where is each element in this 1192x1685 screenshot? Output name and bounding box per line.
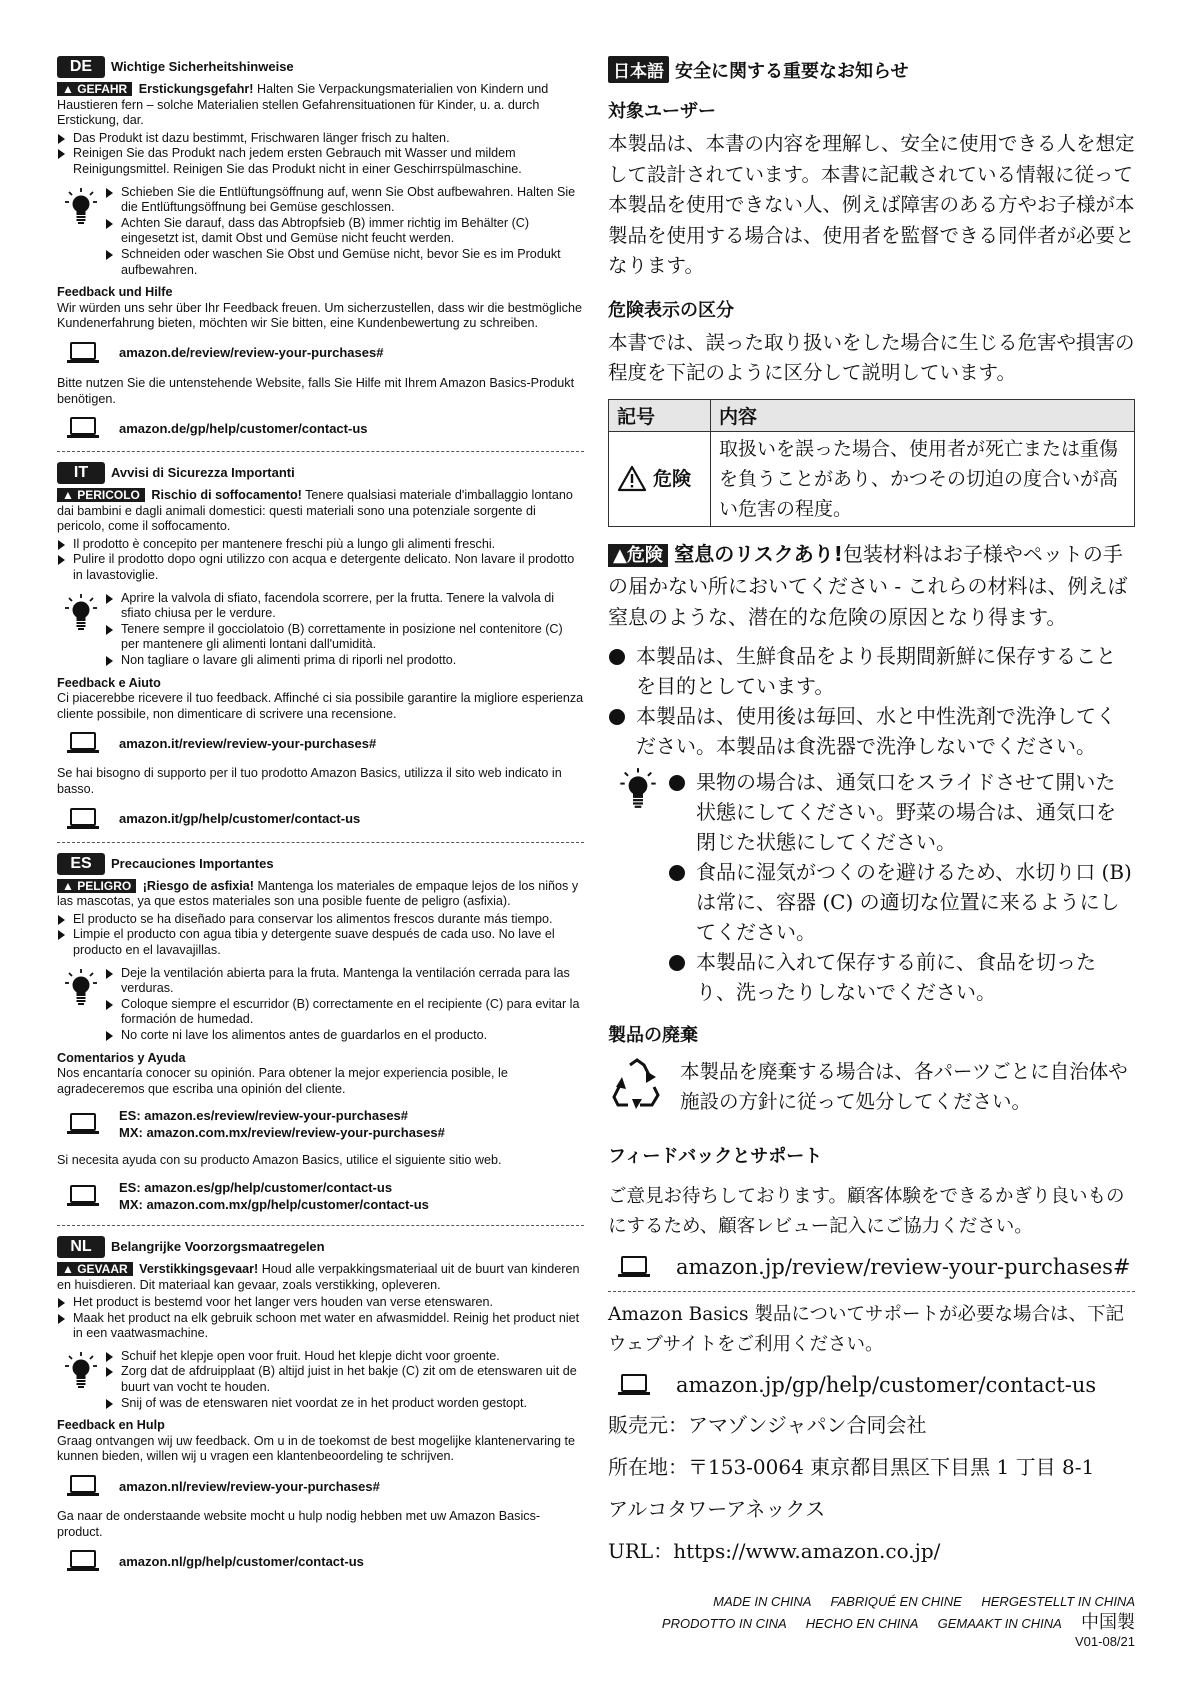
help-link-row [67,1179,584,1213]
language-badge: IT [57,462,105,484]
language-badge: DE [57,56,105,78]
target-user-title: 対象ユーザー [608,101,716,122]
help-text: Bitte nutzen Sie die untenstehende Website, falls Sie Hilfe mit Ihrem Amazon Basics-Produkt benötigen. [57,375,575,406]
list-item: 本製品は、使用後は毎回、水と中性洗剤で洗浄してください。本製品は食洗器で洗浄しないでください。 [608,701,1135,761]
list-item: Das Produkt ist dazu bestimmt, Frischwaren länger frisch zu halten. [57,131,584,147]
website-url[interactable]: URL：https://www.amazon.co.jp/ [608,1538,941,1563]
help-link-mx[interactable]: MX: amazon.com.mx/gp/help/customer/contact-us [119,1196,429,1212]
review-links [119,1107,445,1141]
section-divider [57,842,584,843]
danger-text: Houd alle verpakkingsmateriaal uit de buurt van kinderen en huisdieren. Dit materiaal kan gevaar, zoals verstikking, opleveren. [57,1261,580,1292]
danger-lead: Erstickungsgefahr! [138,82,254,96]
tips-list [668,767,1135,1007]
danger-text: 包装材料はお子様やペットの手の届かない所においてください - これらの材料は、例えば窒息のような、潜在的な危険の原因となり得ます。 [608,541,1128,629]
help-text: Ga naar de onderstaande website mocht u hulp nodig hebben met uw Amazon Basics-product. [57,1509,541,1539]
review-link-row [67,1107,584,1141]
table-header-content: 内容 [711,399,1135,431]
seller-info: 販売元：アマゾンジャパン合同会社 [608,1412,927,1437]
tips-list [105,966,584,1044]
language-badge: ES [57,853,105,875]
table-row [609,431,1135,526]
lightbulb-icon [57,966,105,1044]
help-text: Amazon Basics 製品についてサポートが必要な場合は、下記ウェブサイトをご利用ください。 [608,1303,1125,1355]
danger-badge: ▲危険 [608,544,668,567]
tips-list [105,185,584,279]
language-badge: NL [57,1236,105,1258]
danger-warning [608,539,1135,633]
laptop-icon [67,1550,107,1572]
danger-lead: ¡Riesgo de asfixia! [142,878,254,893]
help-link-row [618,1373,1135,1397]
section-header [57,853,584,875]
danger-text: Mantenga los materiales de empaque lejos de los niños y las mascotas, ya que estos materiales son una posible fuente de peligro (asfixia). [57,878,579,909]
section-header [608,56,1135,83]
laptop-icon [67,808,107,830]
review-link-row [618,1255,1135,1279]
danger-warning [57,1262,584,1293]
table-header-row [609,399,1135,431]
help-text: Se hai bisogno di supporto per il tuo prodotto Amazon Basics, utilizza il sito web indicato in basso. [57,766,562,796]
danger-label: 危険 [653,467,692,490]
bullet-list [57,131,584,178]
tips-block [57,591,584,669]
tips-list [105,591,584,669]
feedback-title: フィードバックとサポート [608,1145,823,1167]
danger-symbol [617,464,702,494]
list-item: Zorg dat de afdruipplaat (B) altijd juist in het bakje (C) zit om de etenswaren uit de buurt van vocht te houden. [105,1364,584,1395]
hazard-class-title: 危険表示の区分 [608,299,734,321]
review-link-es[interactable]: ES: amazon.es/review/review-your-purchases# [119,1108,409,1124]
made-in-label: GEMAAKT IN CHINA [937,1616,1062,1631]
made-in-cn: 中国製 [1081,1612,1135,1632]
review-link-row [67,342,584,364]
list-item: Schieben Sie die Entlüftungsöffnung auf, wenn Sie Obst aufbewahren. Halten Sie die Entlüftungsöffnung bei Gemüse geschlossen. [105,185,584,216]
review-link[interactable]: amazon.it/review/review-your-purchases# [119,735,377,751]
feedback-text: Graag ontvangen wij uw feedback. Om u in de toekomst de best mogelijke klantenervaring te kunnen bieden, willen wij u vragen een klantenbeoordeling te schrijven. [57,1433,576,1464]
disposal-text: 本製品を廃棄する場合は、各パーツごとに自治体や施設の方針に従って処分してください。 [680,1059,1128,1113]
help-link[interactable]: amazon.jp/gp/help/customer/contact-us [676,1372,1097,1397]
list-item: El producto se ha diseñado para conservar los alimentos frescos durante más tiempo. [57,912,584,928]
section-divider [57,1225,584,1226]
danger-badge: ▲ PERICOLO [57,488,145,502]
review-link-row [67,732,584,754]
help-link[interactable]: amazon.de/gp/help/customer/contact-us [119,420,368,436]
section-divider [57,451,584,452]
laptop-icon [67,342,107,364]
hazard-table [608,399,1135,527]
hazard-class-text: 本書では、誤った取り扱いをした場合に生じる危害や損害の程度を下記のように区分して説明しています。 [608,330,1135,384]
section-de [57,56,584,439]
list-item: No corte ni lave los alimentos antes de guardarlos en el producto. [105,1028,584,1044]
laptop-icon [67,417,107,439]
help-link-es[interactable]: ES: amazon.es/gp/help/customer/contact-us [119,1179,393,1195]
tips-block [57,185,584,279]
section-title: Belangrijke Voorzorgsmaatregelen [111,1239,325,1255]
table-header-symbol: 記号 [609,399,711,431]
list-item: Pulire il prodotto dopo ogni utilizzo con acqua e detergente delicato. Non lavare il prodotto in lavastoviglie. [57,552,584,583]
made-in-footer [646,1591,1135,1634]
made-in-label: HECHO EN CHINA [805,1616,918,1631]
tips-list [105,1349,584,1411]
laptop-icon [618,1374,658,1396]
language-badge: 日本語 [608,56,669,83]
right-column [608,56,1135,1565]
disposal-block [608,1057,1135,1118]
list-item: Achten Sie darauf, dass das Abtropfsieb (B) immer richtig im Behälter (C) eingesetzt ist, damit Obst und Gemüse nicht feucht werden. [105,216,584,247]
list-item: Schuif het klepje open voor fruit. Houd het klepje dicht voor groente. [105,1349,584,1365]
feedback-title: Comentarios y Ayuda [57,1050,186,1065]
help-link[interactable]: amazon.nl/gp/help/customer/contact-us [119,1553,364,1569]
section-title: Precauciones Importantes [111,855,274,871]
list-item: Snij of was de etenswaren niet voordat ze in het product worden gestopt. [105,1396,584,1412]
danger-lead: Rischio di soffocamento! [151,488,302,503]
tips-block [608,767,1135,1007]
list-item: Il prodotto è concepito per mantenere freschi più a lungo gli alimenti freschi. [57,537,584,553]
laptop-icon [618,1256,658,1278]
list-item: 本製品に入れて保存する前に、食品を切ったり、洗ったりしないでください。 [668,947,1135,1007]
help-link-row [67,1550,584,1572]
list-item: Limpie el producto con agua tibia y detergente suave después de cada uso. No lave el producto en el lavavajillas. [57,927,584,958]
made-in-label: MADE IN CHINA [713,1594,811,1609]
section-divider [608,1291,1135,1292]
list-item: 食品に湿気がつくのを避けるため、水切り口 (B) は常に、容器 (C) の適切な位置に来るようにしてください。 [668,857,1135,947]
feedback-text: Nos encantaría conocer su opinión. Para obtener la mejor experiencia posible, le agradeceremos que escriba una opinión del cliente. [57,1066,508,1096]
danger-lead: Verstikkingsgevaar! [139,1261,259,1276]
danger-badge: ▲ GEFAHR [57,82,132,96]
made-in-label: FABRIQUÉ EN CHINE [830,1594,962,1609]
feedback-text: Wir würden uns sehr über Ihr Feedback freuen. Um sicherzustellen, dass wir die bestmögliche Kundenerfahrung bieten, möchten wir Sie bitten, eine Kundenbewertung zu schreiben. [57,300,582,331]
laptop-icon [67,1475,107,1497]
target-user-text: 本製品は、本書の内容を理解し、安全に使用できる人を想定して設計されています。本書に記載されている情報に従って本製品を使用できない人、例えば障害のある方やお子様が本製品を使用する場合は、使用者を監督できる同伴者が必要となります。 [608,132,1135,277]
danger-badge: ▲ GEVAAR [57,1262,133,1276]
warning-triangle-icon [617,465,647,492]
review-link[interactable]: amazon.nl/review/review-your-purchases# [119,1478,380,1494]
address-info: 所在地：〒153-0064 東京都目黒区下目黒 1 丁目 8-1 [608,1454,1095,1479]
list-item: Maak het product na elk gebruik schoon met water en afwasmiddel. Reinig het product niet in een vaatwasmachine. [57,1311,584,1342]
section-nl [57,1236,584,1572]
section-title: Avvisi di Sicurezza Importanti [111,465,295,481]
bullet-list [57,912,584,959]
section-it [57,462,584,830]
feedback-title: Feedback en Hulp [57,1418,165,1433]
danger-badge: ▲ PELIGRO [57,879,136,893]
lightbulb-icon [57,1349,105,1411]
feedback-title: Feedback e Aiuto [57,675,161,690]
section-header [57,462,584,484]
laptop-icon [67,732,107,754]
left-column [57,56,584,1584]
danger-warning [57,488,584,535]
list-item: Het product is bestemd voor het langer vers houden van verse etenswaren. [57,1295,584,1311]
lightbulb-icon [57,185,105,279]
section-title: 安全に関する重要なお知らせ [675,60,909,82]
list-item: Tenere sempre il gocciolatoio (B) correttamente in posizione nel contenitore (C) per mantenere gli alimenti lontani dall'umidità. [105,622,584,653]
list-item: Schneiden oder waschen Sie Obst und Gemüse nicht, bevor Sie es im Produkt aufbewahren. [105,247,584,278]
laptop-icon [67,1185,107,1207]
section-es [57,853,584,1213]
review-link-mx[interactable]: MX: amazon.com.mx/review/review-your-purchases# [119,1125,445,1141]
made-in-label: HERGESTELLT IN CHINA [981,1594,1135,1609]
danger-warning [57,879,584,910]
version-code: V01-08/21 [1075,1634,1135,1649]
lightbulb-icon [608,767,668,1007]
danger-text: Halten Sie Verpackungsmaterialien von Kindern und Haustieren fern – solche Materialien stellen Gefahrensituationen für Kinder, u. a. durch Erstickung, dar. [57,82,549,128]
help-link-row [67,417,584,439]
help-links [119,1179,429,1213]
feedback-title: Feedback und Hilfe [57,285,173,300]
section-header [57,1236,584,1258]
list-item: Coloque siempre el escurridor (B) correctamente en el recipiente (C) para evitar la formación de humedad. [105,997,584,1028]
danger-text: Tenere qualsiasi materiale d'imballaggio lontano dai bambini e dagli animali domestici: questi materiali sono una potenziale sorgente di pericolo, come il soffocamento. [57,488,573,534]
section-title: Wichtige Sicherheitshinweise [111,59,294,75]
feedback-text: Ci piacerebbe ricevere il tuo feedback. Affinché ci sia possibile garantire la migliore esperienza cliente possibile, non dimenticare di scrivere una recensione. [57,691,584,721]
tips-block [57,1349,584,1411]
made-in-label: PRODOTTO IN CINA [661,1616,787,1631]
help-text: Si necesita ayuda con su producto Amazon Basics, utilice el siguiente sitio web. [57,1153,502,1168]
building-info: アルコタワーアネックス [608,1496,826,1521]
list-item: Aprire la valvola di sfiato, facendola scorrere, per la frutta. Tenere la valvola di sfiato chiusa per le verdure. [105,591,584,622]
bullet-list [57,537,584,584]
table-cell-content: 取扱いを誤った場合、使用者が死亡または重傷を負うことがあり、かつその切迫の度合いが高い危害の程度。 [711,431,1135,526]
disposal-title: 製品の廃棄 [608,1024,698,1046]
danger-warning [57,82,584,129]
review-link[interactable]: amazon.de/review/review-your-purchases# [119,345,384,361]
table-cell-symbol [609,431,711,526]
list-item: Deje la ventilación abierta para la fruta. Mantenga la ventilación cerrada para las verduras. [105,966,584,997]
list-item: 本製品は、生鮮食品をより長期間新鮮に保存することを目的としています。 [608,641,1135,701]
help-link[interactable]: amazon.it/gp/help/customer/contact-us [119,811,361,827]
made-in-row [646,1591,1135,1612]
made-in-row [646,1612,1135,1634]
review-link[interactable]: amazon.jp/review/review-your-purchases# [676,1254,1131,1279]
laptop-icon [67,1113,107,1135]
help-link-row [67,808,584,830]
tips-block [57,966,584,1044]
bullet-list [57,1295,584,1342]
recycle-icon [608,1057,666,1113]
lightbulb-icon [57,591,105,669]
feedback-text: ご意見お待ちしております。顧客体験をできるかぎり良いものにするため、顧客レビュー記入にご協力ください。 [608,1185,1125,1237]
list-item: Non tagliare o lavare gli alimenti prima di riporli nel prodotto. [105,653,584,669]
bullet-list [608,641,1135,761]
danger-lead: 窒息のリスクあり! [674,541,843,566]
section-header [57,56,584,78]
list-item: 果物の場合は、通気口をスライドさせて開いた状態にしてください。野菜の場合は、通気口を閉じた状態にしてください。 [668,767,1135,857]
review-link-row [67,1475,584,1497]
list-item: Reinigen Sie das Produkt nach jedem ersten Gebrauch mit Wasser und mildem Reinigungsmittel. Reinigen Sie das Produkt nicht in einer Geschirrspülmaschine. [57,146,584,177]
